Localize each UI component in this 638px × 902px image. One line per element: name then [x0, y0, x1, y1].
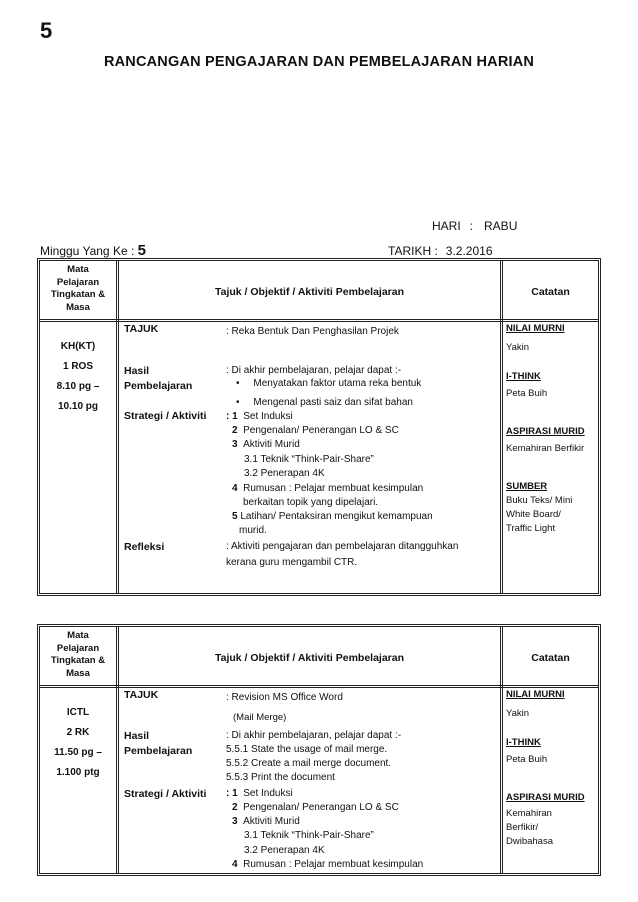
aspirasi-label: ASPIRASI MURID [506, 792, 585, 803]
ithink-value: Peta Buih [506, 388, 548, 399]
strategi-item: : 1 Set Induksi [226, 788, 293, 799]
tarikh-value: 3.2.2016 [445, 244, 493, 258]
tajuk-subtitle: (Mail Merge) [233, 712, 287, 723]
tajuk-label: TAJUK [124, 689, 159, 701]
aspirasi-value: Kemahiran [506, 808, 552, 819]
hasil-item: 5.5.3 Print the document [226, 772, 335, 783]
sumber-label: SUMBER [506, 481, 548, 492]
header-middle: Tajuk / Objektif / Aktiviti Pembelajaran [214, 286, 405, 298]
page-title: RANCANGAN PENGAJARAN DAN PEMBELAJARAN HARIAN [103, 54, 535, 70]
hasil-label: Hasil Pembelajaran [124, 365, 193, 392]
hari-line [432, 219, 517, 233]
header-notes: Catatan [531, 652, 570, 664]
minggu-value: 5 [137, 242, 146, 259]
strategi-item: 2 Pengenalan/ Penerangan LO & SC [232, 802, 399, 813]
hari-value: RABU [484, 219, 518, 233]
hari-label: HARI [432, 219, 461, 233]
strategi-subitem: 3.2 Penerapan 4K [244, 845, 325, 856]
lesson-table-2 [37, 624, 601, 876]
lesson-subject: KH(KT) 1 ROS 8.10 pg – 10.10 pg [56, 341, 100, 412]
sumber-value: Traffic Light [506, 523, 556, 534]
header-subject: Mata Pelajaran Tingkatan & Masa [50, 264, 106, 313]
hasil-intro: : Di akhir pembelajaran, pelajar dapat :- [226, 730, 402, 741]
strategi-item: 3 Aktiviti Murid [232, 439, 300, 450]
aspirasi-label: ASPIRASI MURID [506, 426, 585, 437]
strategi-subitem: 3.1 Teknik “Think-Pair-Share” [244, 454, 374, 465]
nilai-murni-label: NILAI MURNI [506, 689, 565, 700]
hari-separator: : [469, 219, 474, 233]
header-subject: Mata Pelajaran Tingkatan & Masa [50, 630, 106, 679]
sumber-value: White Board/ [506, 509, 561, 520]
aspirasi-value: Kemahiran Berfikir [506, 443, 585, 454]
tajuk-label: TAJUK [124, 323, 159, 335]
aspirasi-value: Dwibahasa [506, 836, 553, 847]
tarikh-line [388, 244, 493, 258]
header-middle: Tajuk / Objektif / Aktiviti Pembelajaran [214, 652, 405, 664]
strategi-label: Strategi / Aktiviti [124, 788, 207, 800]
strategi-item: 5 Latihan/ Pentaksiran mengikut kemampuan [232, 511, 433, 522]
nilai-murni-value: Yakin [506, 708, 530, 719]
strategi-item: : 1 Set Induksi [226, 411, 293, 422]
tajuk-value: : Revision MS Office Word [226, 692, 343, 703]
strategi-subitem: 3.2 Penerapan 4K [244, 468, 325, 479]
strategi-label: Strategi / Aktiviti [124, 410, 207, 422]
sumber-value: Buku Teks/ Mini [506, 495, 573, 506]
refleksi-text: kerana guru mengambil CTR. [226, 557, 358, 568]
strategi-subitem: 3.1 Teknik “Think-Pair-Share” [244, 830, 374, 841]
lesson-table-1 [37, 258, 601, 596]
tajuk-value: : Reka Bentuk Dan Penghasilan Projek [226, 326, 399, 337]
page-number: 5 [40, 18, 53, 43]
hasil-item: 5.5.2 Create a mail merge document. [226, 758, 392, 769]
hasil-label: Hasil Pembelajaran [124, 730, 193, 757]
catatan-column [506, 688, 598, 849]
aspirasi-value: Berfikir/ [506, 822, 539, 833]
strategi-item: 2 Pengenalan/ Penerangan LO & SC [232, 425, 399, 436]
strategi-item: 4 Rumusan : Pelajar membuat kesimpulan [232, 483, 424, 494]
strategi-item: 4 Rumusan : Pelajar membuat kesimpulan [232, 859, 424, 870]
lesson-subject: ICTL 2 RK 11.50 pg – 1.100 ptg [54, 707, 102, 778]
hasil-item: • Mengenal pasti saiz dan sifat bahan [236, 397, 413, 408]
strategi-item: 3 Aktiviti Murid [232, 816, 300, 827]
catatan-column [506, 322, 598, 536]
ithink-label: I-THINK [506, 737, 541, 748]
nilai-murni-value: Yakin [506, 342, 530, 353]
hasil-item: • Menyatakan faktor utama reka bentuk [236, 378, 422, 389]
strategi-continuation: murid. [239, 525, 267, 536]
minggu-line [40, 242, 146, 259]
ithink-label: I-THINK [506, 371, 541, 382]
refleksi-text: : Aktiviti pengajaran dan pembelajaran ditangguhkan [226, 541, 459, 552]
nilai-murni-label: NILAI MURNI [506, 323, 565, 334]
hasil-intro: : Di akhir pembelajaran, pelajar dapat :- [226, 365, 402, 376]
tarikh-label: TARIKH : [388, 244, 438, 258]
header-notes: Catatan [531, 286, 570, 298]
ithink-value: Peta Buih [506, 754, 548, 765]
hasil-item: 5.5.1 State the usage of mail merge. [226, 744, 388, 755]
minggu-label: Minggu Yang Ke : [40, 244, 135, 258]
refleksi-label: Refleksi [124, 541, 165, 553]
strategi-continuation: berkaitan topik yang dipelajari. [243, 497, 379, 508]
